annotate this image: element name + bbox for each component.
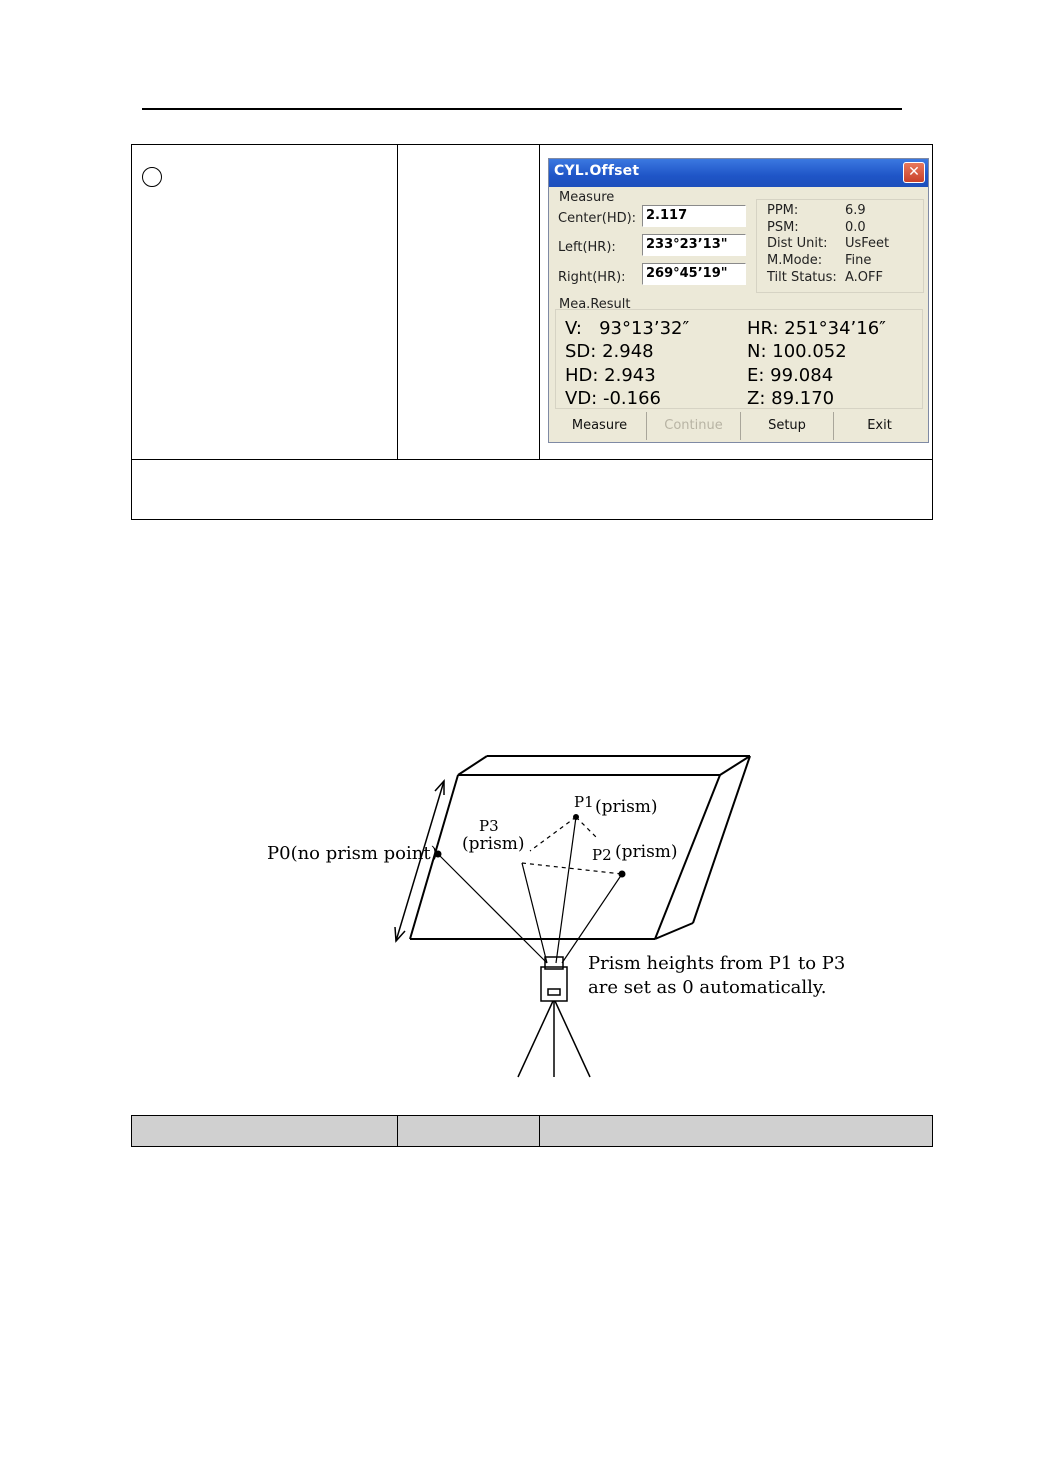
dist-unit-label: Dist Unit: — [767, 236, 828, 251]
result-n: N: 100.052 — [747, 341, 847, 362]
p1-point — [573, 814, 579, 820]
setup-button[interactable]: Setup — [741, 412, 834, 440]
psm-label: PSM: — [767, 220, 799, 235]
result-hd: HD: 2.943 — [565, 365, 656, 386]
p2-label: P2 — [592, 846, 612, 864]
m-mode-label: M.Mode: — [767, 253, 823, 268]
center-hd-label: Center(HD): — [558, 211, 637, 226]
sight-line-p1 — [556, 817, 576, 963]
tripod-leg-right — [555, 1001, 590, 1077]
p1-label: P1 — [574, 793, 594, 811]
row-divider — [132, 459, 932, 460]
measure-group-label: Measure — [559, 190, 615, 205]
dashed-p3-p2 — [522, 863, 622, 874]
result-e: E: 99.084 — [747, 365, 834, 386]
box-back-right-edge — [693, 756, 750, 923]
result-sd: SD: 2.948 — [565, 341, 654, 362]
result-v: V: 93°13’32″ — [565, 318, 690, 339]
sight-line-p2 — [562, 874, 622, 963]
tilt-status-value: A.OFF — [845, 270, 883, 285]
step-number-circle — [142, 167, 162, 187]
ppm-label: PPM: — [767, 203, 799, 218]
dialog-button-bar — [553, 412, 925, 440]
center-hd-field[interactable]: 2.117 — [642, 205, 746, 227]
dist-unit-value: UsFeet — [845, 236, 890, 251]
continue-button[interactable]: Continue — [647, 412, 741, 440]
ppm-value: 6.9 — [845, 203, 866, 218]
column-divider — [539, 1116, 540, 1146]
tilt-status-label: Tilt Status: — [767, 270, 837, 285]
left-hr-label: Left(HR): — [558, 240, 616, 255]
cylinder-offset-diagram — [250, 745, 860, 1085]
psm-value: 0.0 — [845, 220, 866, 235]
next-table-header — [131, 1115, 933, 1147]
caption-line-2: are set as 0 automatically. — [588, 977, 827, 998]
dashed-p1-p3 — [530, 817, 576, 851]
p3-label: P3 — [479, 817, 499, 835]
exit-button[interactable]: Exit — [867, 418, 892, 433]
cyl-offset-dialog — [548, 158, 929, 443]
measure-button[interactable]: Measure — [553, 412, 647, 440]
result-hr: HR: 251°34’16″ — [747, 318, 886, 339]
close-icon: ✕ — [908, 164, 920, 180]
right-hr-field[interactable]: 269°45’19" — [642, 263, 746, 285]
close-button[interactable] — [903, 162, 925, 183]
column-divider — [539, 145, 540, 459]
right-hr-label: Right(HR): — [558, 270, 626, 285]
dialog-title: CYL.Offset — [554, 163, 640, 179]
tripod-leg-left — [518, 1001, 553, 1077]
header-rule — [142, 108, 902, 110]
mea-result-label: Mea.Result — [559, 297, 631, 312]
instrument-display — [548, 989, 560, 995]
result-z: Z: 89.170 — [747, 388, 835, 409]
m-mode-value: Fine — [845, 253, 872, 268]
p0-label: P0(no prism point) — [267, 843, 438, 864]
p2-point — [619, 871, 626, 878]
p2-prism-label: (prism) — [615, 842, 678, 862]
column-divider — [397, 1116, 398, 1146]
p1-prism-label: (prism) — [595, 797, 658, 817]
left-hr-field[interactable]: 233°23’13" — [642, 234, 746, 256]
p3-prism-label: (prism) — [462, 834, 525, 854]
box-top-left-edge — [458, 756, 487, 775]
sight-line-p3 — [522, 863, 547, 963]
instrument-body — [541, 967, 567, 1001]
sight-line-p0 — [438, 854, 547, 963]
caption-line-1: Prism heights from P1 to P3 — [588, 953, 846, 974]
column-divider — [397, 145, 398, 459]
result-vd: VD: -0.166 — [565, 388, 661, 409]
dashed-p1-p2 — [576, 817, 596, 837]
dialog-titlebar — [549, 159, 928, 187]
